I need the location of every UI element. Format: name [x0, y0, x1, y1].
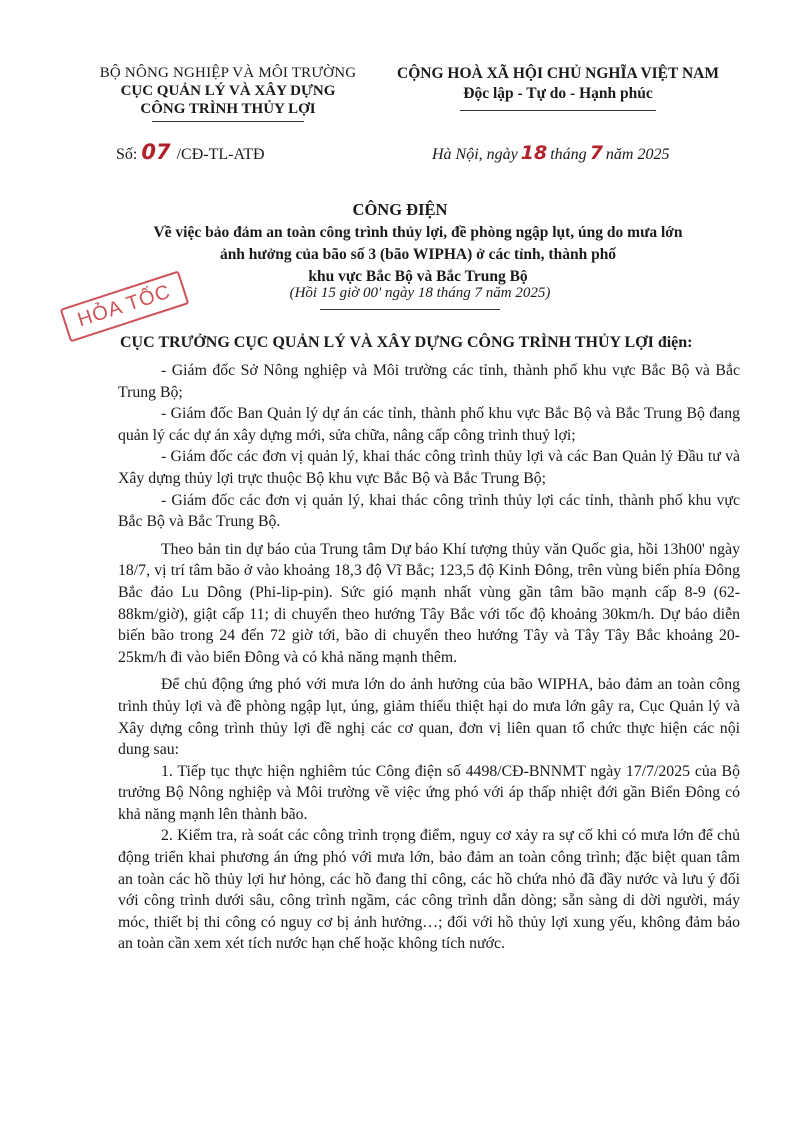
recipient-item: - Giám đốc Ban Quản lý dự án các tỉnh, thành phố khu vực Bắc Bộ và Bắc Trung Bộ đang quản lý các dự án xây dựng mới, sửa chữa, nâng cấp công trình thuỷ lợi;	[118, 405, 740, 444]
nation-name: CỘNG HOÀ XÃ HỘI CHỦ NGHĨA VIỆT NAM	[397, 65, 719, 82]
motto-underline	[460, 110, 656, 111]
sender-addressee-line: CỤC TRƯỞNG CỤC QUẢN LÝ VÀ XÂY DỰNG CÔNG TRÌNH THỦY LỢI điện:	[120, 334, 693, 351]
forecast-paragraph: Theo bản tin dự báo của Trung tâm Dự báo Khí tượng thủy văn Quốc gia, hồi 13h00' ngày 18/7, vị trí tâm bão ở vào khoảng 18,3 độ Vĩ Bắc; 123,5 độ Kinh Đông, trên vùng biển phía Đông Bắc đảo Lu Dông (Phi-lip-pin). Sức gió mạnh nhất vùng gần tâm bão mạnh cấp 8-9 (62-88km/giờ), giật cấp 11; di chuyển theo hướng Tây Bắc với tốc độ khoảng 30km/h. Dự báo diễn biến bão trong 24 đến 72 giờ tới, bão di chuyển theo hướng Tây và Tây Tây Bắc khoảng 20-25km/h đi vào biển Đông và có khả năng mạnh thêm.	[118, 540, 740, 666]
national-motto: Độc lập - Tự do - Hạnh phúc	[463, 85, 653, 102]
doc-number-suffix: /CĐ-TL-ATĐ	[176, 146, 265, 163]
subject-line-3: khu vực Bắc Bộ và Bắc Trung Bộ	[308, 268, 528, 285]
subject-line-2: ảnh hưởng của bão số 3 (bão WIPHA) ở các tỉnh, thành phố	[219, 246, 617, 263]
recipient-item: - Giám đốc các đơn vị quản lý, khai thác công trình thủy lợi các tỉnh, thành phố khu vực Bắc Bộ và Bắc Trung Bộ.	[118, 491, 740, 531]
issuing-agency	[78, 64, 378, 118]
date-month-label: tháng	[550, 146, 587, 163]
subject-line-1: Về việc bảo đảm an toàn công trình thủy lợi, đề phòng ngập lụt, úng do mưa lớn	[153, 224, 683, 241]
issue-time-note: (Hồi 15 giờ 00' ngày 18 tháng 7 năm 2025)	[289, 285, 551, 301]
recipient-item: - Giám đốc Sở Nông nghiệp và Môi trường các tỉnh, thành phố khu vực Bắc Bộ và Bắc Trung Bộ;	[118, 362, 740, 401]
document-number	[116, 140, 265, 164]
date-month-handwritten: 7	[589, 142, 603, 164]
issue-date	[432, 142, 669, 164]
doc-number-handwritten: 07	[141, 140, 171, 164]
urgent-stamp: HỎA TỐC	[60, 271, 189, 343]
doc-number-prefix: Số:	[116, 146, 138, 163]
document-subject	[100, 222, 736, 288]
directive-item-1: 1. Tiếp tục thực hiện nghiêm túc Công điện số 4498/CĐ-BNNMT ngày 17/7/2025 của Bộ trưởng Bộ Nông nghiệp và Môi trường về việc ứng phó với áp thấp nhiệt đới gần Biển Đông có khả năng mạnh lên thành bão.	[118, 762, 740, 823]
agency-underline	[152, 121, 304, 122]
date-prefix: Hà Nội, ngày	[432, 146, 518, 163]
title-underline	[320, 309, 500, 310]
ministry-name: BỘ NÔNG NGHIỆP VÀ MÔI TRƯỜNG	[99, 65, 357, 81]
date-day-handwritten: 18	[520, 142, 548, 164]
document-body	[118, 360, 740, 955]
date-year: năm 2025	[605, 146, 670, 163]
agency-name-line2: CÔNG TRÌNH THỦY LỢI	[140, 101, 316, 117]
national-heading	[388, 64, 728, 104]
recipient-item: - Giám đốc các đơn vị quản lý, khai thác công trình thủy lợi và các Ban Quản lý Đầu tư và Xây dựng thủy lợi trực thuộc Bộ khu vực Bắc Bộ và Bắc Trung Bộ;	[118, 448, 740, 487]
directive-item-2: 2. Kiểm tra, rà soát các công trình trọng điểm, nguy cơ xảy ra sự cố khi có mưa lớn để chủ động triển khai phương án ứng phó với mưa lớn, bảo đảm an toàn công trình; đặc biệt quan tâm an toàn các hồ thủy lợi hư hỏng, các hồ đang thi công, các hồ chứa nhỏ đã đầy nước và lưu ý đối với công trình dưới sâu, công trình ngầm, các công trình dẫn dòng; sẵn sàng di dời người, máy móc, thiết bị thi công có nguy cơ bị ảnh hưởng…; đối với hồ thủy lợi xung yếu, không đảm bảo an toàn cần xem xét tích nước hạn chế hoặc không tích nước.	[118, 827, 740, 953]
document-type-title: CÔNG ĐIỆN	[352, 200, 448, 219]
agency-name-line1: CỤC QUẢN LÝ VÀ XÂY DỰNG	[120, 83, 336, 99]
intro-paragraph: Để chủ động ứng phó với mưa lớn do ảnh hưởng của bão WIPHA, bảo đảm an toàn công trình thủy lợi và đề phòng ngập lụt, úng, giảm thiểu thiệt hại do mưa lớn gây ra, Cục Quản lý và Xây dựng công trình thủy lợi đề nghị các cơ quan, đơn vị liên quan tổ chức thực hiện các nội dung sau:	[118, 676, 740, 759]
